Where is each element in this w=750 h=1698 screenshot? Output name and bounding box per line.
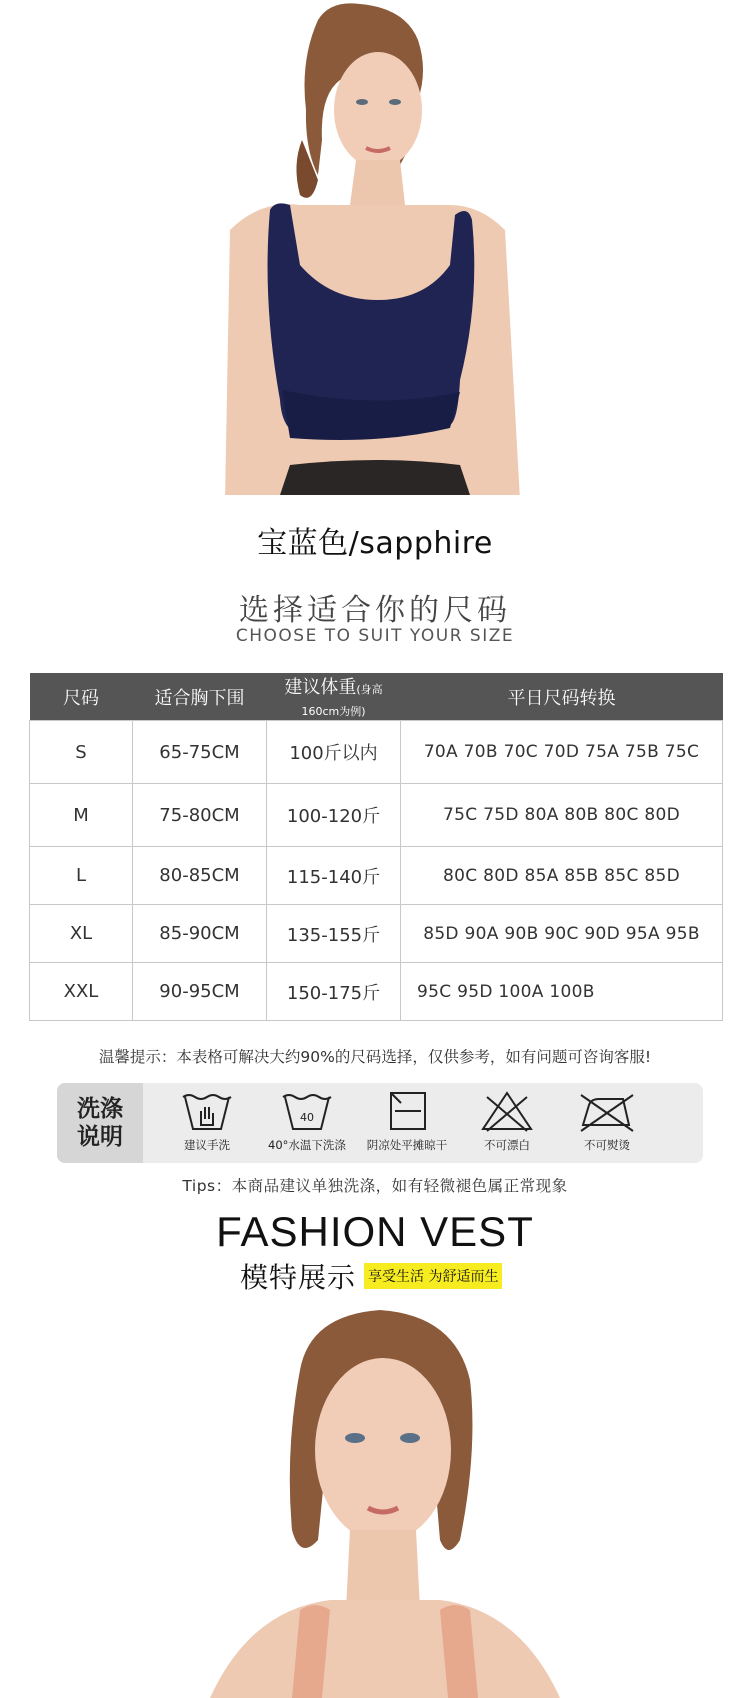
model-title: 模特展示 [240,1261,357,1294]
size-table [29,673,723,1021]
size-table-header [30,673,723,721]
fashion-title: FASHION VEST [216,1208,534,1255]
wash-instructions [57,1083,703,1163]
weight-cell: 100斤以内 [267,721,401,784]
size-cell: S [30,721,133,784]
conversion-cell: 95C 95D 100A 100B [401,963,723,1021]
size-cell: M [30,784,133,847]
wash-title-line1: 洗涤 [77,1096,123,1122]
underbust-cell: 85-90CM [133,905,267,963]
model-photo-illustration [0,0,750,495]
wash-temp-text: 40 [300,1111,314,1124]
no-iron-icon [577,1089,637,1135]
underbust-cell: 90-95CM [133,963,267,1021]
wash-label: 不可漂白 [484,1138,530,1152]
model-closeup-illustration [0,1310,750,1698]
wash-item-40 [257,1089,357,1159]
size-tip: 温馨提示：本表格可解决大约90%的尺码选择，仅供参考，如有问题可咨询客服! [98,1048,652,1066]
size-cell: L [30,847,133,905]
conversion-cell: 85D 90A 90B 90C 90D 95A 95B [401,905,723,963]
size-cell: XXL [30,963,133,1021]
size-section-title: 选择适合你的尺码 [239,593,511,628]
conversion-cell: 80C 80D 85A 85B 85C 85D [401,847,723,905]
underbust-cell: 65-75CM [133,721,267,784]
wash-label: 阴凉处平摊晾干 [366,1138,448,1152]
table-row [30,963,723,1021]
size-section-subtitle: CHOOSE TO SUIT YOUR SIZE [235,626,515,646]
header-weight-label: 建议体重 [284,677,357,698]
wash-tip: Tips：本商品建议单独洗涤，如有轻微褪色属正常现象 [182,1177,568,1195]
weight-cell: 135-155斤 [267,905,401,963]
no-bleach-icon [479,1089,535,1135]
wash-40-icon [279,1089,335,1135]
model-heading [240,1258,502,1294]
wash-label: 40°水温下洗涤 [268,1138,346,1152]
weight-cell: 100-120斤 [267,784,401,847]
wash-label: 不可熨烫 [584,1138,630,1152]
weight-cell: 150-175斤 [267,963,401,1021]
wash-item-no-bleach [457,1089,557,1159]
wash-item-dry [357,1089,457,1159]
header-conversion: 平日尺码转换 [401,673,723,721]
dry-flat-shade-icon [379,1089,435,1135]
table-row [30,721,723,784]
color-label: 宝蓝色/sapphire [257,526,493,561]
wash-title [57,1083,143,1163]
table-row [30,784,723,847]
wash-item-hand-wash [157,1089,257,1159]
underbust-cell: 75-80CM [133,784,267,847]
product-photo-sapphire [0,0,750,495]
model-slogan: 享受生活 为舒适而生 [364,1263,502,1289]
wash-label: 建议手洗 [184,1138,230,1152]
wash-item-no-iron [557,1089,657,1159]
conversion-cell: 75C 75D 80A 80B 80C 80D [401,784,723,847]
underbust-cell: 80-85CM [133,847,267,905]
header-size: 尺码 [30,673,133,721]
table-row [30,905,723,963]
header-weight-note: (身高160cm为例) [301,683,383,718]
weight-cell: 115-140斤 [267,847,401,905]
wash-title-line2: 说明 [77,1124,123,1150]
conversion-cell: 70A 70B 70C 70D 75A 75B 75C [401,721,723,784]
model-photo-closeup [0,1310,750,1698]
table-row [30,847,723,905]
header-weight [267,673,401,721]
size-cell: XL [30,905,133,963]
header-underbust: 适合胸下围 [133,673,267,721]
hand-wash-icon [179,1089,235,1135]
